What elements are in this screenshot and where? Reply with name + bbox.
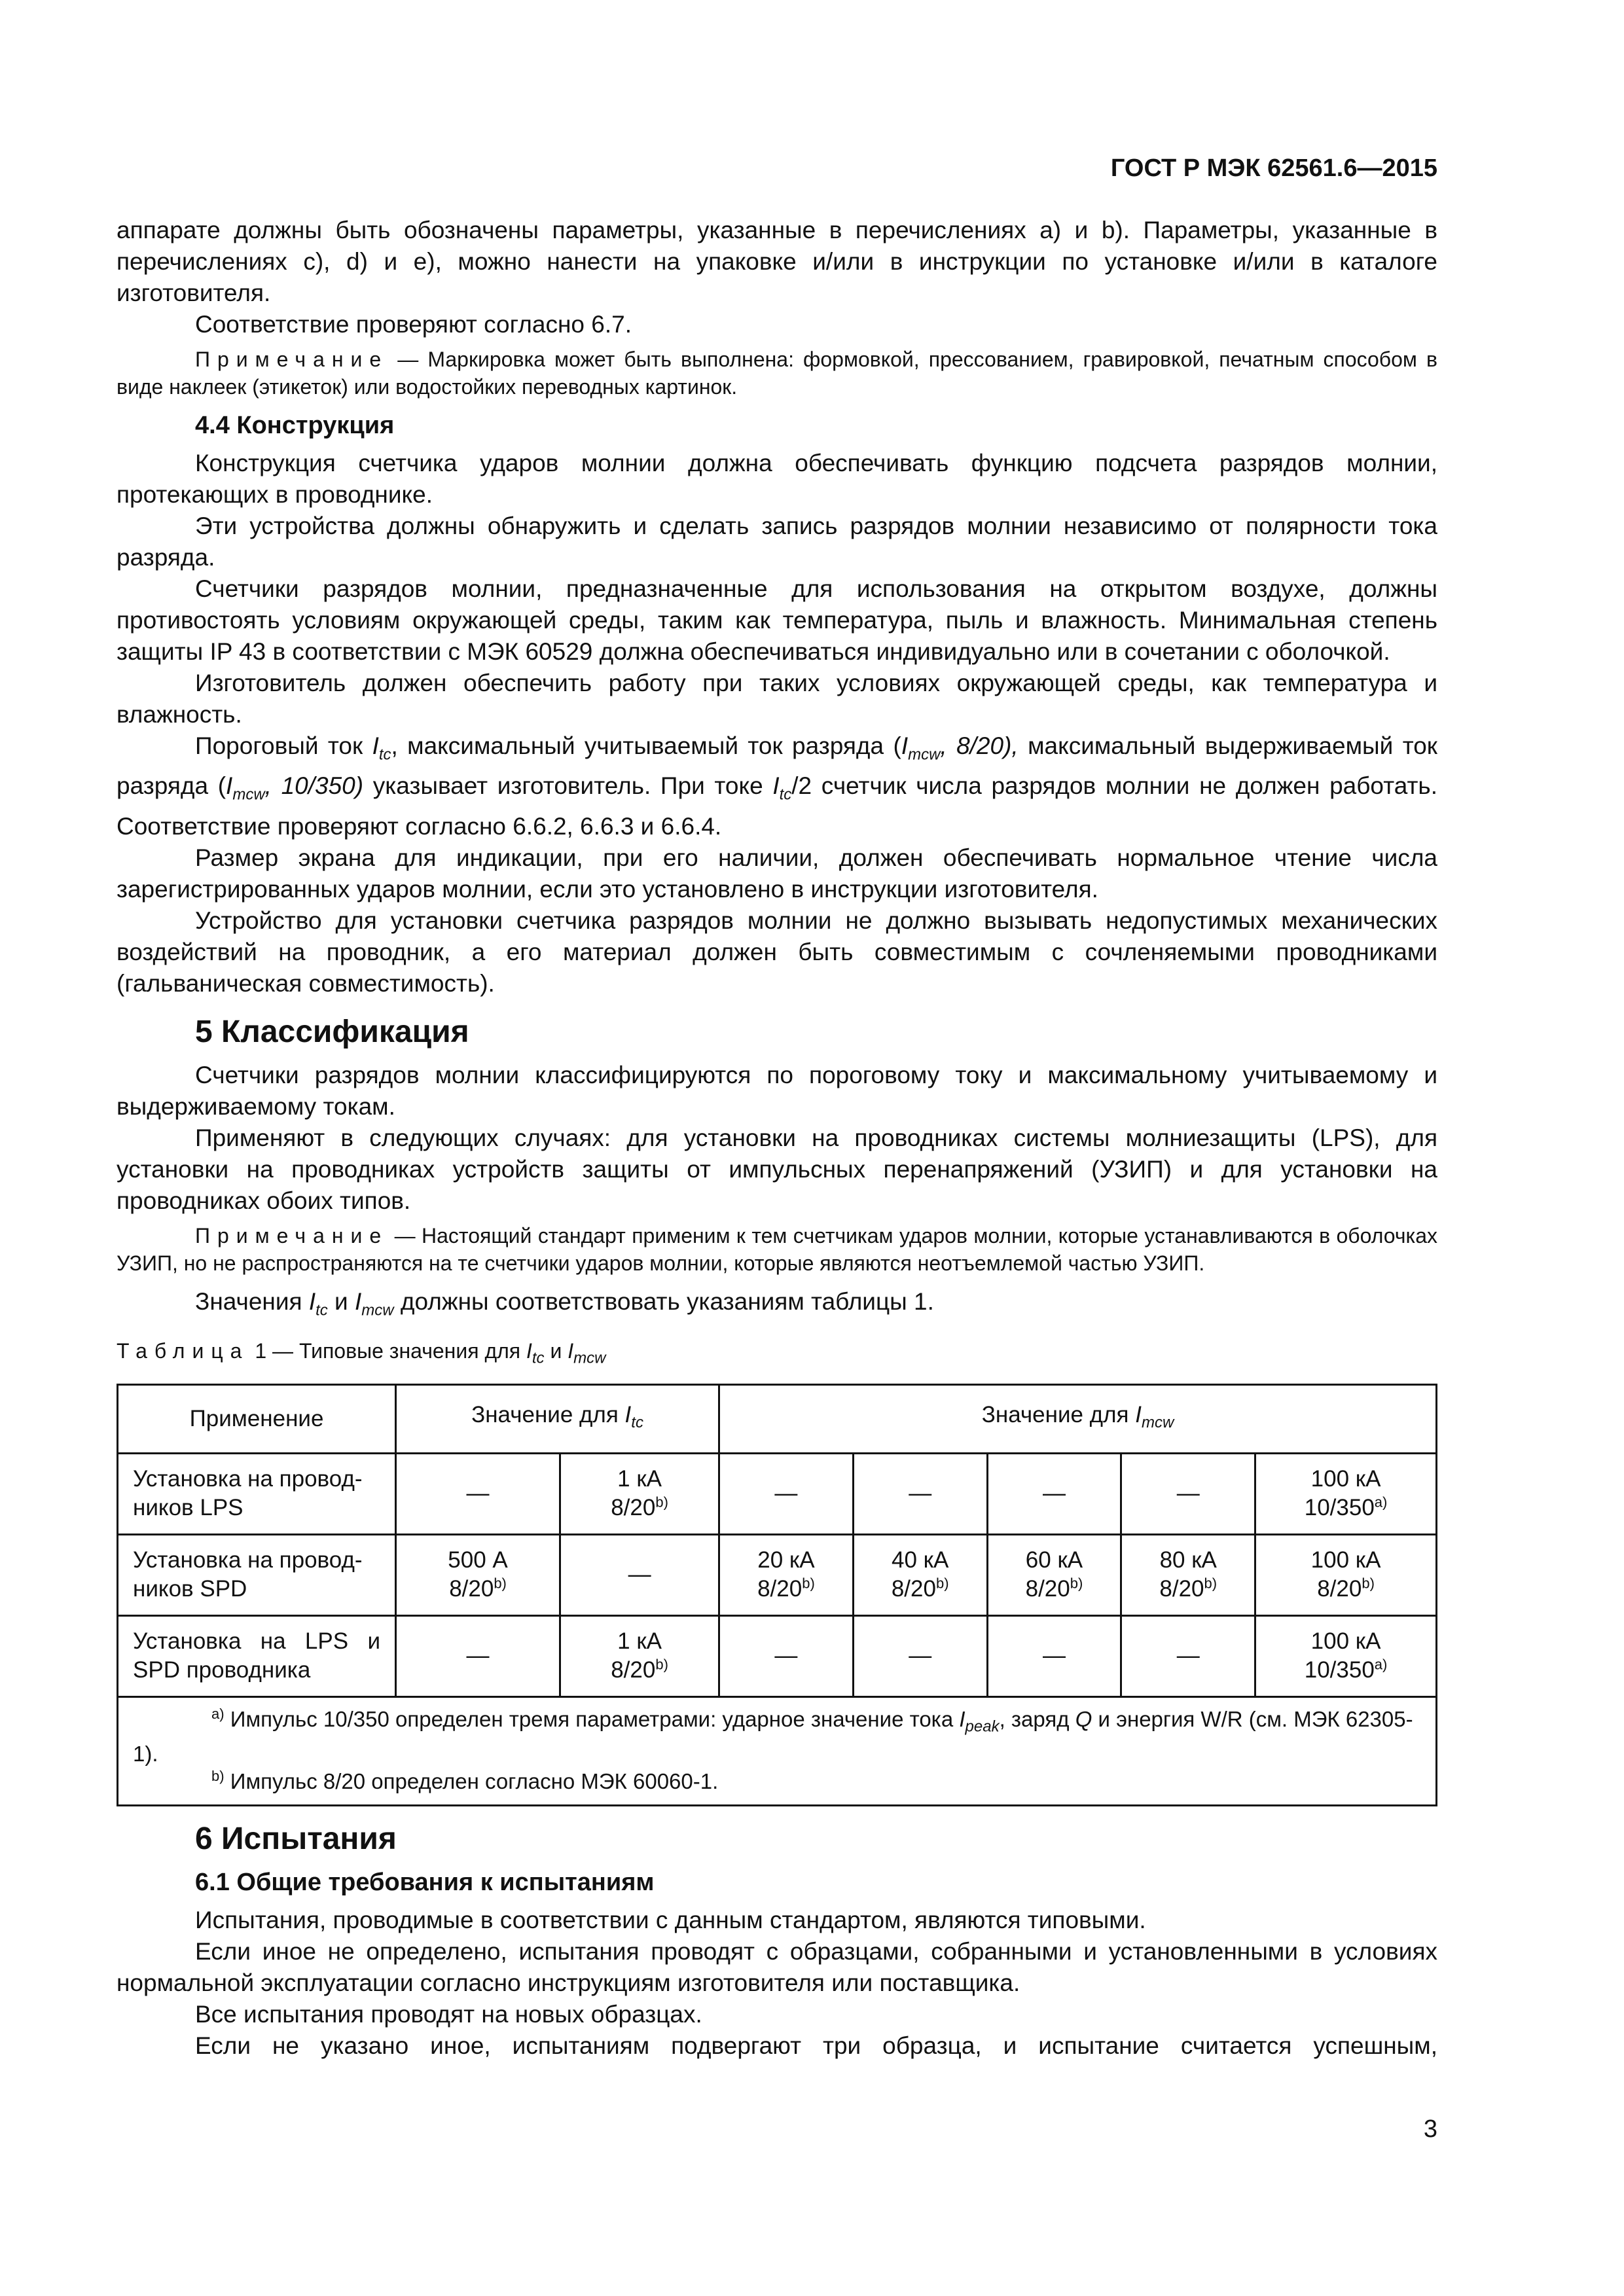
- document-body: [117, 215, 1437, 2062]
- paragraph: Изготовитель должен обеспечить работу при таких условиях окружающей среды, как температура и влажность.: [117, 670, 1437, 728]
- table-cell-value: 80 кА 8/20$^{b)}$: [1121, 1534, 1255, 1615]
- table-cell-value: 60 кА 8/20$^{b)}$: [987, 1534, 1121, 1615]
- table-header-row: [118, 1384, 1437, 1453]
- note-label: Примечание: [195, 1223, 389, 1247]
- table-cell-value: —: [987, 1615, 1121, 1696]
- table-cell-value: —: [1121, 1453, 1255, 1534]
- paragraph-table-ref: Значения $I_{tc}$ и $I_{mcw}$ должны соответствовать указаниям таблицы 1.: [195, 1287, 934, 1319]
- table-footnotes: [118, 1696, 1437, 1806]
- table-cell-application: Установка на провод-ников LPS: [118, 1453, 396, 1534]
- table-cell-value: —: [987, 1453, 1121, 1534]
- table-cell-value: —: [719, 1615, 854, 1696]
- note-label: Примечание: [195, 348, 389, 371]
- paragraph: Если иное не определено, испытания проводят с образцами, собранными и установленными в условиях нормальной эксплуатации согласно инструкциям изготовителя или поставщика.: [117, 1938, 1437, 1997]
- section-heading-4-4: 4.4 Конструкция: [195, 412, 395, 439]
- paragraph: Если не указано иное, испытаниям подвергают три образца, и испытание считается успешным,: [195, 2032, 1437, 2060]
- footnote-b: $^{b)}$ Импульс 8/20 определен согласно МЭК 60060-1.: [211, 1768, 719, 1794]
- table-cell-value: —: [1121, 1615, 1255, 1696]
- footnote-a: $^{a)}$ Импульс 10/350 определен тремя параметрами: ударное значение тока $I_{peak}$, заряд Q и энергия W/R (см. МЭК 62305-1).: [133, 1705, 1413, 1767]
- table-footnote-row: [118, 1696, 1437, 1806]
- paragraph: Устройство для установки счетчика разрядов молнии не должно вызывать недопустимых механических воздействий на проводник, а его материал должен быть совместимым с сочленяемыми проводниками (гальваническая совместимость).: [117, 906, 1437, 997]
- table-cell-value: 1 кА 8/20$^{b)}$: [560, 1615, 719, 1696]
- table-cell-value: 40 кА 8/20$^{b)}$: [853, 1534, 987, 1615]
- table-cell-value: 1 кА 8/20$^{b)}$: [560, 1453, 719, 1534]
- table-cell-value: 100 кА 8/20$^{b)}$: [1255, 1534, 1437, 1615]
- document-header: ГОСТ Р МЭК 62561.6—2015: [1110, 154, 1437, 182]
- table-header-cell: Значение для $I_{mcw}$: [719, 1384, 1437, 1453]
- table-cell-value: 100 кА 10/350$^{a)}$: [1255, 1615, 1437, 1696]
- table-row: [118, 1534, 1437, 1615]
- table-cell-value: —: [560, 1534, 719, 1615]
- paragraph-thresholds: Пороговый ток $I_{tc}$, максимальный учитываемый ток разряда ($I_{mcw}$, 8/20), максимальный выдерживаемый ток разряда ($I_{mcw}$, 10/350) указывает изготовитель. При токе $I_{tc}/2$ счетчик числа разрядов молнии не должен работать. Соответствие проверяют согласно 6.6.2, 6.6.3 и 6.6.4.: [117, 732, 1437, 840]
- table-row: [118, 1453, 1437, 1534]
- table-cell-value: —: [853, 1615, 987, 1696]
- section-heading-6-1: 6.1 Общие требования к испытаниям: [195, 1869, 655, 1897]
- table-cell-value: 100 кА 10/350$^{a)}$: [1255, 1453, 1437, 1534]
- table-header-cell: Применение: [118, 1384, 396, 1453]
- paragraph: Счетчики разрядов молнии классифицируются по пороговому току и максимальному учитываемому и выдерживаемому токам.: [117, 1061, 1437, 1120]
- paragraph: Конструкция счетчика ударов молнии должна обеспечивать функцию подсчета разрядов молнии, протекающих в проводнике.: [117, 450, 1437, 508]
- note: [117, 346, 1437, 401]
- paragraph: Соответствие проверяют согласно 6.7.: [195, 311, 632, 338]
- paragraph: Счетчики разрядов молнии, предназначенные для использования на открытом воздухе, должны противостоять условиям окружающей среды, таким как температура, пыль и влажность. Минимальная степень защиты IP 43 в соответствии с МЭК 60529 должна обеспечиваться индивидуально или в сочетании с оболочкой.: [117, 575, 1437, 665]
- page-number: 3: [1423, 2115, 1437, 2143]
- paragraph: Все испытания проводят на новых образцах.: [195, 2001, 702, 2028]
- table-caption: Таблица 1 — Типовые значения для $I_{tc}$ и $I_{mcw}$: [117, 1339, 606, 1367]
- table-header-cell: Значение для $I_{tc}$: [396, 1384, 719, 1453]
- table-cell-value: —: [853, 1453, 987, 1534]
- paragraph: Эти устройства должны обнаружить и сделать запись разрядов молнии независимо от полярности тока разряда.: [117, 512, 1437, 571]
- note-text: — Настоящий стандарт применим к тем счетчикам ударов молнии, которые устанавливаются в оболочках УЗИП, но не распространяются на те счетчики ударов молнии, которые являются неотъемлемой частью УЗИП.: [117, 1223, 1438, 1275]
- note: [117, 1222, 1437, 1277]
- table-cell-value: 20 кА 8/20$^{b)}$: [719, 1534, 854, 1615]
- table-typical-values: [117, 1384, 1437, 1807]
- paragraph: Применяют в следующих случаях: для установки на проводниках системы молниезащиты (LPS), для установки на проводниках устройств защиты от импульсных перенапряжений (УЗИП) и для установки на проводниках обоих типов.: [117, 1124, 1437, 1214]
- table-cell-application: Установка на провод-ников SPD: [118, 1534, 396, 1615]
- table-cell-value: —: [396, 1453, 560, 1534]
- paragraph: Размер экрана для индикации, при его наличии, должен обеспечивать нормальное чтение числа зарегистрированных ударов молнии, если это установлено в инструкции изготовителя.: [117, 844, 1437, 903]
- table-cell-application: Установка на LPS и SPD проводника: [118, 1615, 396, 1696]
- table-cell-value: 500 А 8/20$^{b)}$: [396, 1534, 560, 1615]
- paragraph: Испытания, проводимые в соответствии с данным стандартом, являются типовыми.: [195, 1907, 1146, 1934]
- paragraph: аппарате должны быть обозначены параметры, указанные в перечислениях a) и b). Параметры, указанные в перечислениях c), d) и e), можно нанести на упаковке и/или в инструкции по установке и/или в каталоге изготовителя.: [117, 217, 1437, 306]
- note-text: — Маркировка может быть выполнена: формовкой, прессованием, гравировкой, печатным способом в виде наклеек (этикеток) или водостойких переводных картинок.: [117, 348, 1438, 399]
- table-row: [118, 1615, 1437, 1696]
- table-cell-value: —: [719, 1453, 854, 1534]
- section-heading-5: 5 Классификация: [195, 1014, 469, 1049]
- section-heading-6: 6 Испытания: [195, 1821, 397, 1857]
- table-cell-value: —: [396, 1615, 560, 1696]
